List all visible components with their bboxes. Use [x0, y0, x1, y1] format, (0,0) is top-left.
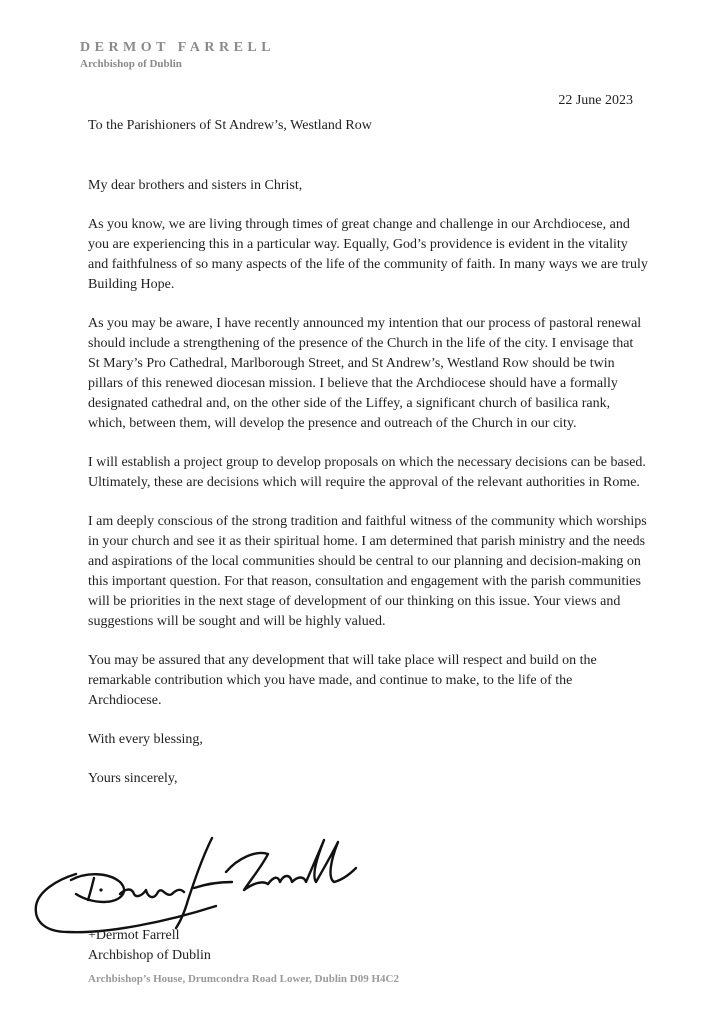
paragraph-2: As you may be aware, I have recently announced my intention that our process of pastoral renewal should include a strengthening of the presence of the Church in the life of the city. I envisage that St Mary’s Pro Cathedral, Marlborough Street, and St Andrew’s, Westland Row should be twin pillars of this renewed diocesan mission. I believe that the Archdiocese should have a formally designated cathedral and, on the other side of the Liffey, a significant church of basilica rank, which, between them, will develop the presence and outreach of the Church in our city. [88, 316, 642, 431]
paragraph-1: As you know, we are living through times of great change and challenge in our Archdiocese, and you are experiencing this in a particular way. Equally, God’s providence is evident in the vitality and faithfulness of so many aspects of the life of the community of faith. In many ways we are truly Building Hope. [88, 217, 648, 292]
paragraph-3: I will establish a project group to develop proposals on which the necessary decisions can be based. Ultimately, these are decisions which will require the approval of the relevant authorities in Rome. [88, 455, 646, 490]
addressee: To the Parishioners of St Andrew’s, Westland Row [88, 118, 372, 133]
footer-address: Archbishop’s House, Drumcondra Road Lower, Dublin D09 H4C2 [88, 973, 399, 985]
handwritten-signature [16, 836, 386, 936]
salutation: My dear brothers and sisters in Christ, [88, 178, 303, 193]
paragraph-4: I am deeply conscious of the strong tradition and faithful witness of the community which worships in your church and see it as their spiritual home. I am determined that parish ministry and the needs and aspirations of the local communities should be central to our planning and decision-making on this important question. For that reason, consultation and engagement with the parish communities will be priorities in the next stage of development of our thinking on this issue. Your views and suggestions will be sought and will be highly valued. [88, 514, 647, 629]
letterhead-title: Archbishop of Dublin [80, 58, 182, 70]
signatory-name: +Dermot Farrell [88, 928, 180, 943]
paragraph-5: You may be assured that any development that will take place will respect and build on the remarkable contribution which you have made, and continue to make, to the life of the Archdiocese. [88, 653, 597, 708]
letterhead-name: DERMOT FARRELL [80, 40, 276, 55]
letter-body [88, 116, 648, 808]
closing-valediction: Yours sincerely, [88, 771, 178, 786]
signatory-title: Archbishop of Dublin [88, 948, 211, 963]
closing-blessing: With every blessing, [88, 732, 203, 747]
signatory-block [88, 926, 211, 966]
letter-date: 22 June 2023 [558, 93, 633, 108]
